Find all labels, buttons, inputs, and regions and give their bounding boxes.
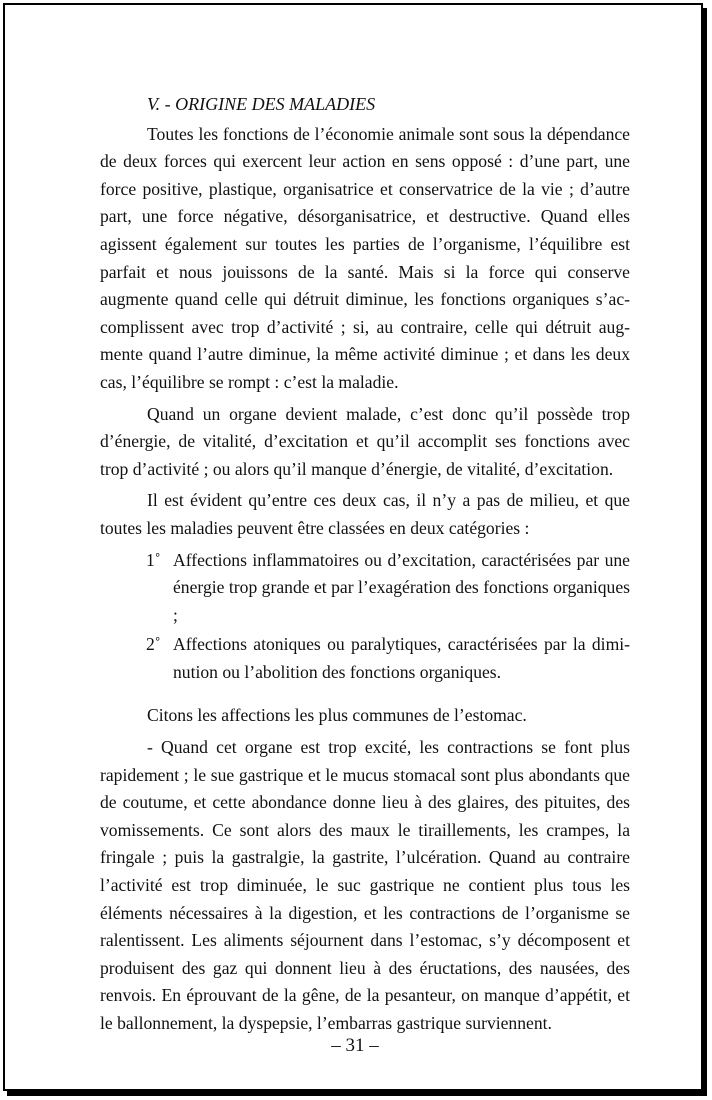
list-item-text: Affections atoniques ou paralytiques, caractérisées par la diminution ou l’abolition des fonctions organiques. <box>173 634 630 682</box>
paragraph-5: - Quand cet organe est trop excité, les contractions se font plus rapidement ; le sue gastrique et le mucus stomacal sont plus abondants que de coutume, et cette abondance donne lieu à des glaires, des pituites, des vomissements. Ce sont alors des maux le tiraillements, les crampes, la fringale ; puis la gastralgie, la gastrite, l’ulcération. Quand au contraire l’activité est trop diminuée, le suc gastrique ne contient plus tous les éléments nécessaires à la digestion, et les contractions de l’organisme se ralentissent. Les aliments séjournent dans l’estomac, s’y décomposent et produisent des gaz qui donnent lieu à des éructations, des nausées, des renvois. En éprouvant de la gêne, de la pesanteur, on manque d’appétit, et le ballonnement, la dyspepsie, l’embarras gastrique surviennent. <box>100 737 630 1033</box>
paragraph-4: Citons les affections les plus communes de l’estomac. <box>147 705 527 726</box>
list-marker: 1˚ <box>146 549 161 570</box>
paragraph-3: Il est évident qu’entre ces deux cas, il n’y a pas de milieu, et que toutes les maladies peuvent être classées en deux catégories : <box>100 490 630 538</box>
spacer <box>100 690 630 702</box>
list-item <box>100 631 630 686</box>
list-item-text: Affections inflammatoires ou d’excitation, caractérisées par une énergie trop grande et par l’exagération des fonctions organiques ; <box>173 549 630 625</box>
section-heading: V. - ORIGINE DES MALADIES <box>147 94 376 114</box>
page-number: – 31 – <box>331 1035 379 1056</box>
list-item <box>100 547 630 630</box>
categories-list <box>100 547 630 687</box>
document-page <box>3 3 703 1091</box>
paragraph-1: Toutes les fonctions de l’économie animale sont sous la dépendance de deux forces qui exercent leur action en sens opposé : d’une part, une force positive, plastique, organisatrice et conservatrice de la vie ; d’autre part, une force négative, désorganisatrice, et destructive. Quand elles agissent également sur toutes les parties de l’organisme, l’équilibre est parfait et nous jouissons de la santé. Mais si la force qui conserve augmente quand celle qui détruit diminue, les fonctions organiques s’accomplissent avec trop d’activité ; si, au contraire, celle qui détruit augmente quand l’autre diminue, la même activité diminue ; et dans les deux cas, l’équilibre se rompt : c’est la maladie. <box>100 123 630 392</box>
page-body <box>100 91 630 1042</box>
paragraph-2: Quand un organe devient malade, c’est donc qu’il possède trop d’énergie, de vitalité, d’excitation et qu’il accomplit ses fonctions avec trop d’activité ; ou alors qu’il manque d’énergie, de vitalité, d’excitation. <box>100 403 630 479</box>
list-marker: 2˚ <box>146 634 161 655</box>
